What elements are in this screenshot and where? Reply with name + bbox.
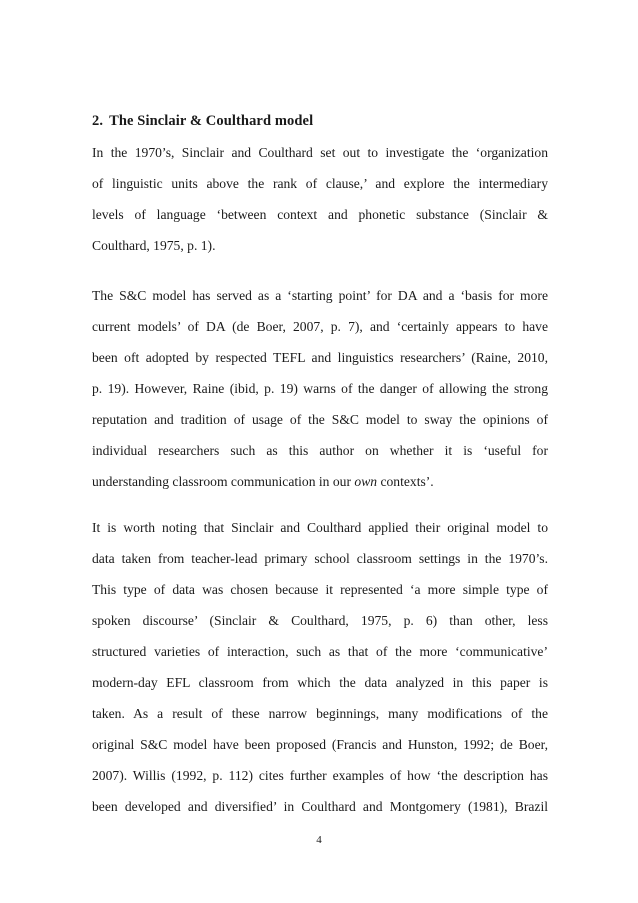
paragraph-3 xyxy=(92,512,548,822)
text-line: This type of data was chosen because it represented ‘a more simple type of xyxy=(92,582,548,597)
text-line: 2007). Willis (1992, p. 112) cites further examples of how ‘the description has xyxy=(92,768,548,783)
text-line: been oft adopted by respected TEFL and linguistics researchers’ (Raine, 2010, xyxy=(92,350,548,365)
text-line: modern-day EFL classroom from which the data analyzed in this paper is xyxy=(92,675,548,690)
text-line: taken. As a result of these narrow beginnings, many modifications of the xyxy=(92,706,548,721)
text-line: spoken discourse’ (Sinclair & Coulthard, 1975, p. 6) than other, less xyxy=(92,613,548,628)
text-line xyxy=(92,466,548,497)
text-line: current models’ of DA (de Boer, 2007, p. 7), and ‘certainly appears to have xyxy=(92,319,548,334)
text-line: Coulthard, 1975, p. 1). xyxy=(92,238,216,253)
text-line: original S&C model have been proposed (Francis and Hunston, 1992; de Boer, xyxy=(92,737,548,752)
text-line: individual researchers such as this author on whether it is ‘useful for xyxy=(92,443,548,458)
section-title: The Sinclair & Coulthard model xyxy=(109,113,314,129)
text-line: of linguistic units above the rank of clause,’ and explore the intermediary xyxy=(92,176,548,191)
paragraph-1 xyxy=(92,137,548,261)
text-line: been developed and diversified’ in Coulthard and Montgomery (1981), Brazil xyxy=(92,799,548,814)
text-line: reputation and tradition of usage of the S&C model to sway the opinions of xyxy=(92,412,548,427)
emphasized-text: own xyxy=(354,474,378,489)
section-number: 2. xyxy=(92,113,104,129)
text-segment: contexts’. xyxy=(377,474,434,489)
section-heading xyxy=(92,113,313,130)
paragraph-2 xyxy=(92,280,548,497)
text-line: data taken from teacher-lead primary school classroom settings in the 1970’s. xyxy=(92,551,548,566)
text-segment: understanding classroom communication in our xyxy=(92,474,355,489)
text-line: In the 1970’s, Sinclair and Coulthard set out to investigate the ‘organization xyxy=(92,145,548,160)
text-line: levels of language ‘between context and phonetic substance (Sinclair & xyxy=(92,207,548,222)
text-line: It is worth noting that Sinclair and Coulthard applied their original model to xyxy=(92,520,548,535)
text-line: The S&C model has served as a ‘starting point’ for DA and a ‘basis for more xyxy=(92,288,548,303)
text-line: structured varieties of interaction, such as that of the more ‘communicative’ xyxy=(92,644,548,659)
page-number: 4 xyxy=(316,834,322,846)
text-line: p. 19). However, Raine (ibid, p. 19) warns of the danger of allowing the strong xyxy=(92,381,548,396)
